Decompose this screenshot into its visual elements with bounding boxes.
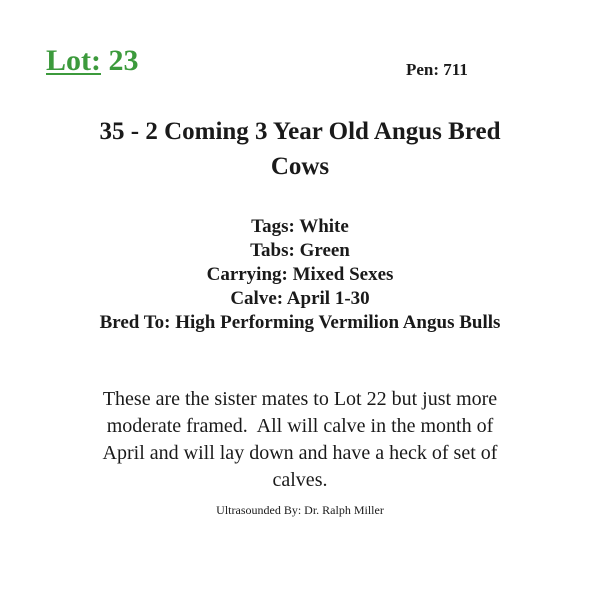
pen-number: Pen: 711 — [406, 60, 468, 79]
carrying-detail: Carrying: Mixed Sexes — [206, 264, 394, 285]
description-line-1: These are the sister mates to Lot 22 but just more — [102, 388, 498, 410]
lot-label: Lot: — [46, 44, 101, 77]
ultrasound-credit: Ultrasounded By: Dr. Ralph Miller — [216, 503, 384, 517]
tabs-detail: Tabs: Green — [250, 240, 350, 261]
description-line-4: calves. — [272, 469, 328, 491]
lot-title-line-2: Cows — [270, 153, 330, 180]
lot-details — [20, 215, 580, 335]
lot-description — [40, 386, 560, 494]
lot-title — [40, 114, 560, 184]
bred-to-detail: Bred To: High Performing Vermilion Angus Bulls — [99, 312, 501, 333]
calve-detail: Calve: April 1-30 — [230, 288, 370, 309]
description-line-2: moderate framed. All will calve in the month of — [106, 415, 494, 437]
tags-detail: Tags: White — [251, 216, 349, 237]
lot-heading — [46, 46, 139, 76]
lot-number: 23 — [108, 44, 139, 77]
description-line-3: April and will lay down and have a heck of set of — [102, 442, 498, 464]
lot-title-line-1: 35 - 2 Coming 3 Year Old Angus Bred — [99, 118, 501, 145]
